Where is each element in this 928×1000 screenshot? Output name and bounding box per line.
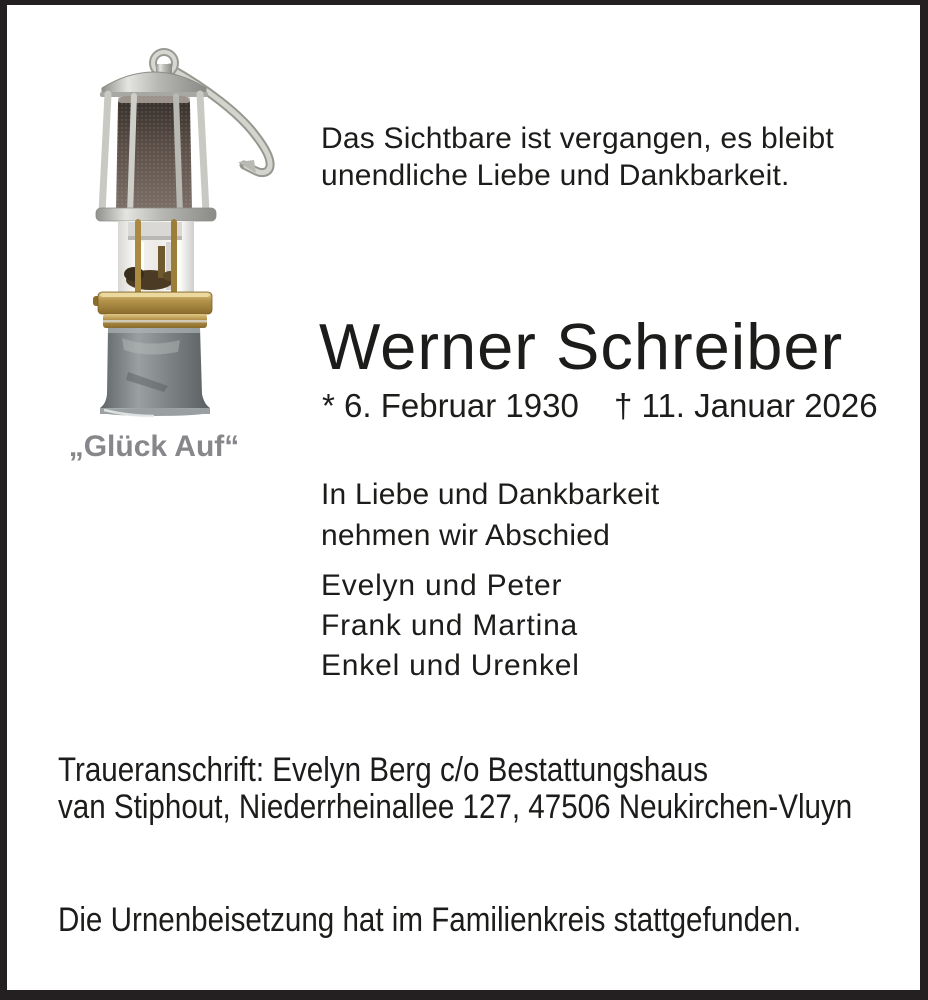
- closing-text: Die Urnenbeisetzung hat im Familienkreis stattgefunden.: [58, 901, 802, 939]
- mourners-list: [321, 566, 580, 686]
- epigraph: [321, 120, 834, 194]
- lamp-collar: [93, 292, 212, 328]
- epigraph-line-2: unendliche Liebe und Dankbarkeit.: [321, 159, 790, 192]
- death-date: † 11. Januar 2026: [614, 387, 878, 424]
- life-dates: [322, 386, 878, 426]
- mourner-line: Enkel und Urenkel: [321, 649, 580, 682]
- epigraph-line-1: Das Sichtbare ist vergangen, es bleibt: [321, 122, 834, 155]
- mourner-line: Evelyn und Peter: [321, 569, 563, 602]
- address-line-1: Traueranschrift: Evelyn Berg c/o Bestattungshaus: [58, 751, 708, 789]
- mourner-line: Frank und Martina: [321, 609, 579, 642]
- address-line-2: van Stiphout, Niederrheinallee 127, 47506 Neukirchen-Vluyn: [58, 788, 853, 826]
- birth-date: * 6. Februar 1930: [322, 387, 579, 424]
- lamp-caption: „Glück Auf“: [68, 430, 240, 463]
- farewell-line-2: nehmen wir Abschied: [321, 519, 610, 552]
- lamp-base: [100, 328, 210, 416]
- farewell-line-1: In Liebe und Dankbarkeit: [321, 478, 660, 511]
- farewell-text: [321, 474, 659, 556]
- deceased-name: Werner Schreiber: [319, 310, 844, 383]
- mourning-address: [58, 752, 928, 826]
- miner-lamp-image: [88, 42, 292, 418]
- closing-line: [58, 901, 912, 939]
